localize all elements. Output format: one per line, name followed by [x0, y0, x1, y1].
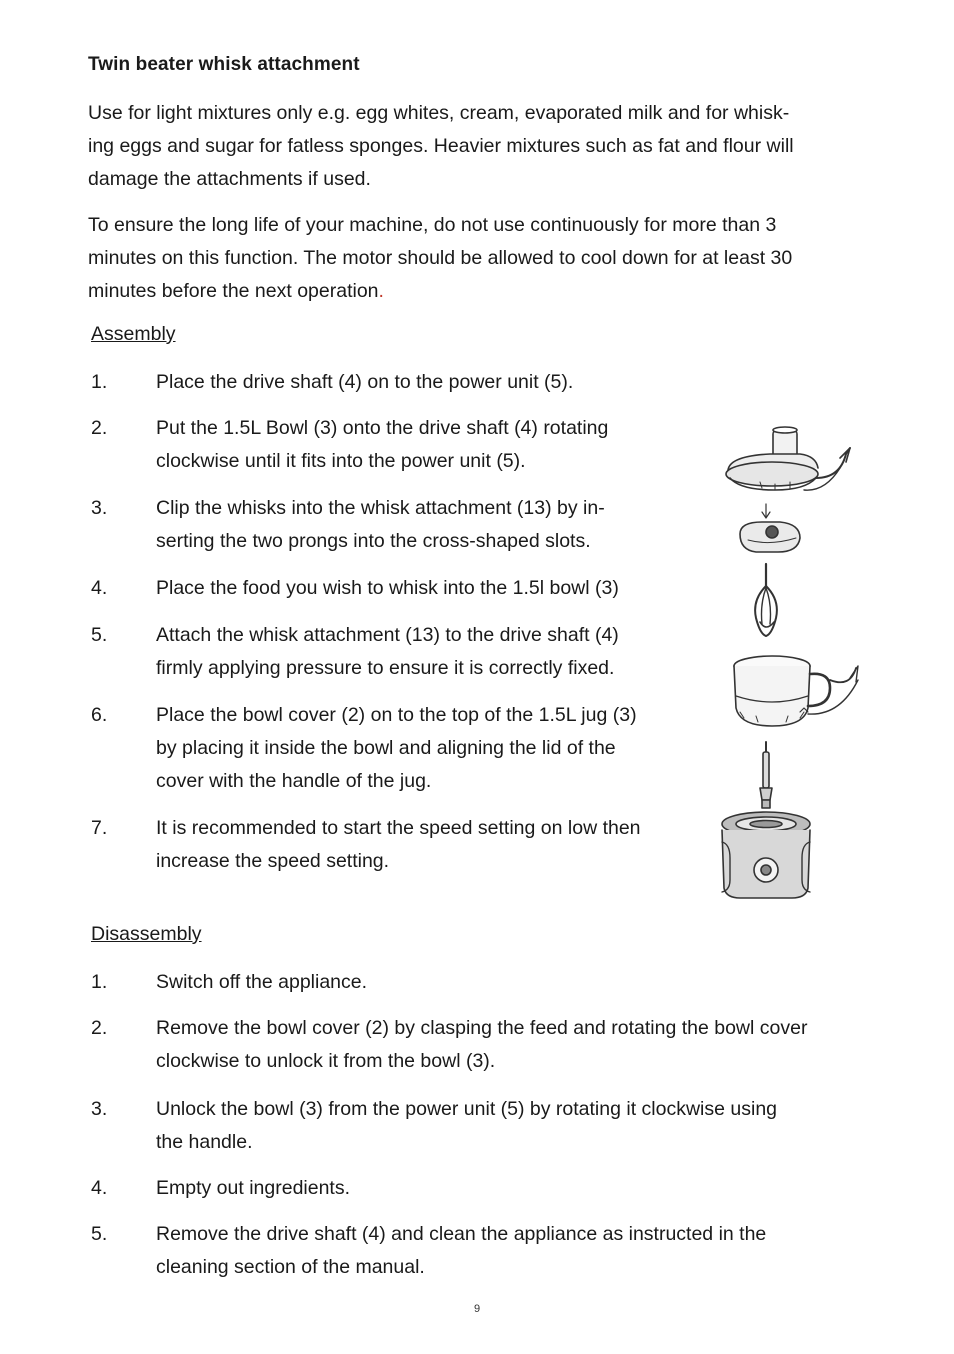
step-text: Switch off the appliance. — [156, 971, 368, 993]
intro-paragraph-1 — [88, 97, 868, 196]
step-number: 1. — [91, 971, 108, 993]
intro-line-text: minutes before the next operation — [88, 280, 379, 302]
step-text: Place the food you wish to whisk into the 1.5l bowl (3) — [156, 577, 619, 599]
step-text: the handle. — [156, 1131, 253, 1153]
assembly-title: Assembly — [91, 323, 176, 345]
intro-line — [88, 275, 868, 308]
page-number: 9 — [473, 1303, 481, 1315]
step-text: Clip the whisks into the whisk attachment (13) by in- — [156, 497, 605, 519]
red-period: . — [378, 280, 384, 302]
intro-line: damage the attachments if used. — [88, 168, 371, 190]
step-text: Put the 1.5L Bowl (3) onto the drive shaft (4) rotating — [156, 417, 609, 439]
whisk-attachment-part — [740, 522, 800, 552]
bowl-part — [734, 656, 858, 726]
intro-paragraph-2 — [88, 209, 868, 308]
step-text: Place the bowl cover (2) on to the top of the 1.5L jug (3) — [156, 704, 637, 726]
section-heading: Twin beater whisk attachment — [88, 54, 360, 75]
step-text: clockwise to unlock it from the bowl (3). — [156, 1050, 496, 1072]
step-text: Remove the bowl cover (2) by clasping the feed and rotating the bowl cover — [156, 1017, 808, 1039]
step-number: 6. — [91, 704, 108, 726]
step-text: Place the drive shaft (4) on to the power unit (5). — [156, 371, 574, 393]
drive-shaft-part — [760, 742, 772, 808]
step-text: Unlock the bowl (3) from the power unit (5) by rotating it clockwise using — [156, 1098, 778, 1120]
step-number: 4. — [91, 577, 108, 599]
step-text: clockwise until it fits into the power unit (5). — [156, 450, 526, 472]
intro-line: Use for light mixtures only e.g. egg whites, cream, evaporated milk and for whisk- — [88, 102, 790, 124]
step-text: by placing it inside the bowl and aligning the lid of the — [156, 737, 616, 759]
step-number: 4. — [91, 1177, 108, 1199]
step-text: increase the speed setting. — [156, 850, 390, 872]
step-text: firmly applying pressure to ensure it is correctly fixed. — [156, 657, 615, 679]
step-number: 5. — [91, 624, 108, 646]
step-number: 1. — [91, 371, 108, 393]
step-text: serting the two prongs into the cross-shaped slots. — [156, 530, 591, 552]
step-number: 3. — [91, 497, 108, 519]
step-text: cover with the handle of the jug. — [156, 770, 432, 792]
step-number: 7. — [91, 817, 108, 839]
step-text: It is recommended to start the speed setting on low then — [156, 817, 641, 839]
intro-line: ing eggs and sugar for fatless sponges. Heavier mixtures such as fat and flour will — [88, 135, 794, 157]
step-text: cleaning section of the manual. — [156, 1256, 425, 1278]
exploded-assembly-diagram-icon — [700, 418, 870, 908]
step-text: Remove the drive shaft (4) and clean the appliance as instructed in the — [156, 1223, 767, 1245]
power-unit-part — [722, 812, 810, 898]
intro-line: minutes on this function. The motor should be allowed to cool down for at least 30 — [88, 247, 793, 269]
twin-whisk-part — [755, 564, 777, 636]
bowl-cover-part — [726, 427, 850, 490]
disassembly-title: Disassembly — [91, 923, 202, 945]
step-number: 2. — [91, 417, 108, 439]
step-text: Empty out ingredients. — [156, 1177, 351, 1199]
step-number: 2. — [91, 1017, 108, 1039]
step-number: 5. — [91, 1223, 108, 1245]
intro-line: To ensure the long life of your machine, do not use continuously for more than 3 — [88, 214, 777, 236]
step-number: 3. — [91, 1098, 108, 1120]
step-text: Attach the whisk attachment (13) to the drive shaft (4) — [156, 624, 619, 646]
